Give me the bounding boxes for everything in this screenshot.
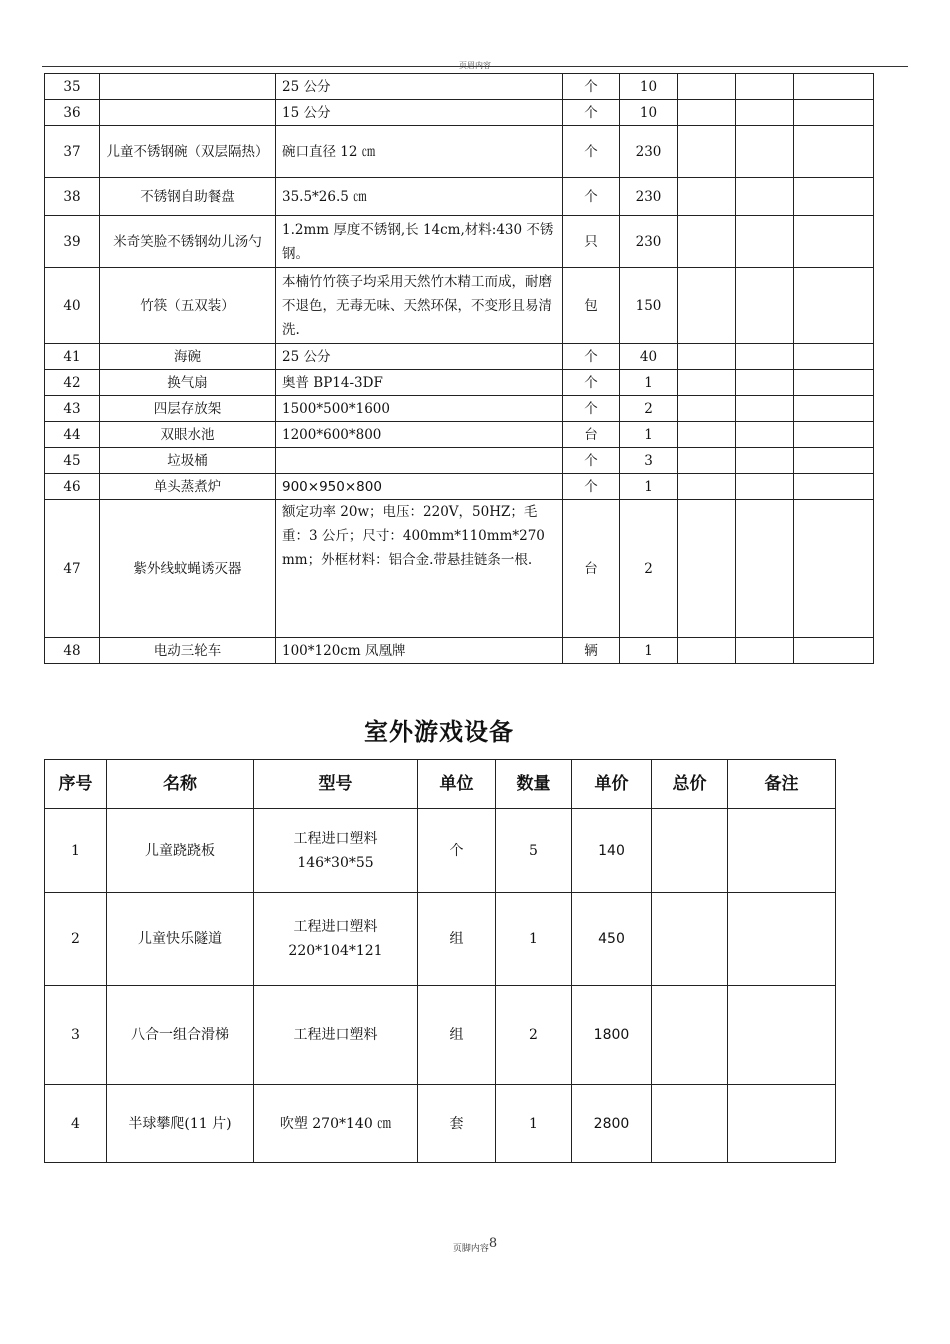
empty-cell [736,422,794,448]
item-unit: 个 [418,809,496,893]
item-qty: 230 [620,126,678,178]
item-name: 单头蒸煮炉 [100,474,276,500]
item-name: 半球攀爬(11 片) [107,1085,254,1163]
item-qty: 1 [620,422,678,448]
row-number: 45 [45,448,100,474]
table-row [45,893,836,986]
item-total [652,986,728,1085]
empty-cell [794,100,874,126]
item-model [254,809,418,893]
table-row [45,100,874,126]
model-material: 工程进口塑料 [293,830,378,847]
empty-cell [794,500,874,638]
empty-cell [678,344,736,370]
empty-cell [794,396,874,422]
empty-cell [736,268,794,344]
empty-cell [794,126,874,178]
empty-cell [794,448,874,474]
item-name: 不锈钢自助餐盘 [100,178,276,216]
item-name: 儿童不锈钢碗（双层隔热） [100,126,276,178]
table-row [45,178,874,216]
row-number: 47 [45,500,100,638]
empty-cell [678,268,736,344]
row-number: 35 [45,74,100,100]
empty-cell [794,216,874,268]
item-name: 儿童跷跷板 [107,809,254,893]
table-row [45,638,874,664]
table-row [45,126,874,178]
table-row [45,1085,836,1163]
table-row [45,500,874,638]
column-header-model: 型号 [254,760,418,809]
empty-cell [736,74,794,100]
item-note [728,893,836,986]
item-qty: 5 [496,809,572,893]
table-row [45,370,874,396]
item-name: 竹筷（五双装） [100,268,276,344]
item-qty: 40 [620,344,678,370]
column-header-unit: 单位 [418,760,496,809]
item-qty: 1 [620,370,678,396]
empty-cell [736,216,794,268]
row-number: 48 [45,638,100,664]
item-spec: 35.5*26.5 ㎝ [276,178,563,216]
equipment-table [44,73,874,664]
footer-text: 页脚内容 [452,1244,489,1254]
empty-cell [794,474,874,500]
empty-cell [678,500,736,638]
item-unit: 套 [418,1085,496,1163]
table-row [45,396,874,422]
item-qty: 1 [496,1085,572,1163]
section-title: 室外游戏设备 [364,718,514,746]
item-name: 换气扇 [100,370,276,396]
item-total [652,809,728,893]
row-number: 39 [45,216,100,268]
model-material: 工程进口塑料 [293,919,378,935]
column-header-unit-price: 单价 [572,760,652,809]
item-qty: 1 [620,474,678,500]
empty-cell [794,422,874,448]
empty-cell [736,126,794,178]
empty-cell [678,178,736,216]
item-qty: 3 [620,448,678,474]
item-unit: 个 [563,396,620,422]
empty-cell [794,344,874,370]
table-row [45,74,874,100]
item-unit: 个 [563,74,620,100]
item-qty: 10 [620,74,678,100]
column-header-name: 名称 [107,760,254,809]
table-row [45,422,874,448]
empty-cell [794,268,874,344]
row-number: 42 [45,370,100,396]
page-number: 8 [488,1236,498,1251]
item-qty: 1 [620,638,678,664]
item-name: 电动三轮车 [100,638,276,664]
model-material: 吹塑 270*140 ㎝ [279,1115,392,1132]
item-model [254,1085,418,1163]
item-name: 海碗 [100,344,276,370]
table-row [45,344,874,370]
outdoor-equipment-table [44,759,836,1163]
empty-cell [794,370,874,396]
item-name [100,74,276,100]
table-row [45,448,874,474]
item-qty: 2 [620,396,678,422]
item-model [254,893,418,986]
item-qty: 230 [620,216,678,268]
empty-cell [678,474,736,500]
item-unit: 个 [563,448,620,474]
item-qty: 2 [620,500,678,638]
row-number: 44 [45,422,100,448]
row-number: 46 [45,474,100,500]
item-unit: 包 [563,268,620,344]
row-number: 37 [45,126,100,178]
empty-cell [736,474,794,500]
empty-cell [678,216,736,268]
item-spec: 15 公分 [276,100,563,126]
item-unit: 个 [563,370,620,396]
item-spec: 本楠竹竹筷子均采用天然竹木精工而成，耐磨不退色，无毒无味、天然环保，不变形且易清洗. [276,268,563,344]
item-spec: 100*120cm 凤凰牌 [276,638,563,664]
empty-cell [736,370,794,396]
empty-cell [794,638,874,664]
column-header-remarks: 备注 [728,760,836,809]
item-name: 紫外线蚊蝇诱灭器 [100,500,276,638]
row-number: 4 [45,1085,107,1163]
item-qty: 230 [620,178,678,216]
column-header-quantity: 数量 [496,760,572,809]
item-spec: 900×950×800 [276,474,563,500]
header-row [45,760,836,809]
item-name: 米奇笑脸不锈钢幼儿汤勺 [100,216,276,268]
item-spec: 25 公分 [276,344,563,370]
model-size: 146*30*55 [297,854,374,871]
item-spec: 1200*600*800 [276,422,563,448]
empty-cell [794,178,874,216]
item-spec: 1500*500*1600 [276,396,563,422]
item-unit: 组 [418,893,496,986]
row-number: 40 [45,268,100,344]
item-unit: 台 [563,422,620,448]
item-name: 垃圾桶 [100,448,276,474]
empty-cell [736,344,794,370]
item-name [100,100,276,126]
row-number: 41 [45,344,100,370]
item-spec: 奥普 BP14-3DF [276,370,563,396]
column-header-total-price: 总价 [652,760,728,809]
table-row [45,216,874,268]
table-row [45,474,874,500]
item-total [652,1085,728,1163]
empty-cell [678,396,736,422]
item-note [728,809,836,893]
item-model [254,986,418,1085]
item-unit: 组 [418,986,496,1085]
empty-cell [736,448,794,474]
item-total [652,893,728,986]
item-unit: 个 [563,474,620,500]
item-name: 儿童快乐隧道 [107,893,254,986]
page-header: 页眉内容 [459,61,491,70]
empty-cell [736,500,794,638]
row-number: 3 [45,986,107,1085]
item-qty: 10 [620,100,678,126]
item-price: 450 [572,893,652,986]
item-price: 140 [572,809,652,893]
item-qty: 150 [620,268,678,344]
item-name: 八合一组合滑梯 [107,986,254,1085]
empty-cell [678,448,736,474]
empty-cell [678,126,736,178]
item-unit: 个 [563,178,620,216]
header-rule [42,66,908,67]
item-unit: 个 [563,344,620,370]
model-size: 220*104*121 [288,943,383,959]
item-price: 2800 [572,1085,652,1163]
item-name: 双眼水池 [100,422,276,448]
model-material: 工程进口塑料 [293,1027,378,1043]
row-number: 36 [45,100,100,126]
item-note [728,1085,836,1163]
empty-cell [794,74,874,100]
row-number: 38 [45,178,100,216]
item-spec: 碗口直径 12 ㎝ [276,126,563,178]
empty-cell [736,396,794,422]
column-header-number: 序号 [45,760,107,809]
item-unit: 个 [563,126,620,178]
empty-cell [678,100,736,126]
empty-cell [736,100,794,126]
item-spec: 1.2mm 厚度不锈钢,长 14cm,材料:430 不锈钢。 [276,216,563,268]
row-number: 43 [45,396,100,422]
empty-cell [678,370,736,396]
empty-cell [736,638,794,664]
empty-cell [736,178,794,216]
empty-cell [678,422,736,448]
item-price: 1800 [572,986,652,1085]
row-number: 2 [45,893,107,986]
empty-cell [678,74,736,100]
row-number: 1 [45,809,107,893]
empty-cell [678,638,736,664]
table-row [45,986,836,1085]
item-unit: 个 [563,100,620,126]
item-spec [276,448,563,474]
item-unit: 只 [563,216,620,268]
item-name: 四层存放架 [100,396,276,422]
item-spec: 额定功率 20w；电压：220V，50HZ；毛重：3 公斤；尺寸：400mm*110mm*270mm；外框材料：铝合金.带悬挂链条一根. [276,500,563,638]
item-spec: 25 公分 [276,74,563,100]
item-unit: 台 [563,500,620,638]
item-unit: 辆 [563,638,620,664]
item-qty: 1 [496,893,572,986]
table-row [45,809,836,893]
table-row [45,268,874,344]
item-note [728,986,836,1085]
item-qty: 2 [496,986,572,1085]
page-footer [0,1236,950,1254]
